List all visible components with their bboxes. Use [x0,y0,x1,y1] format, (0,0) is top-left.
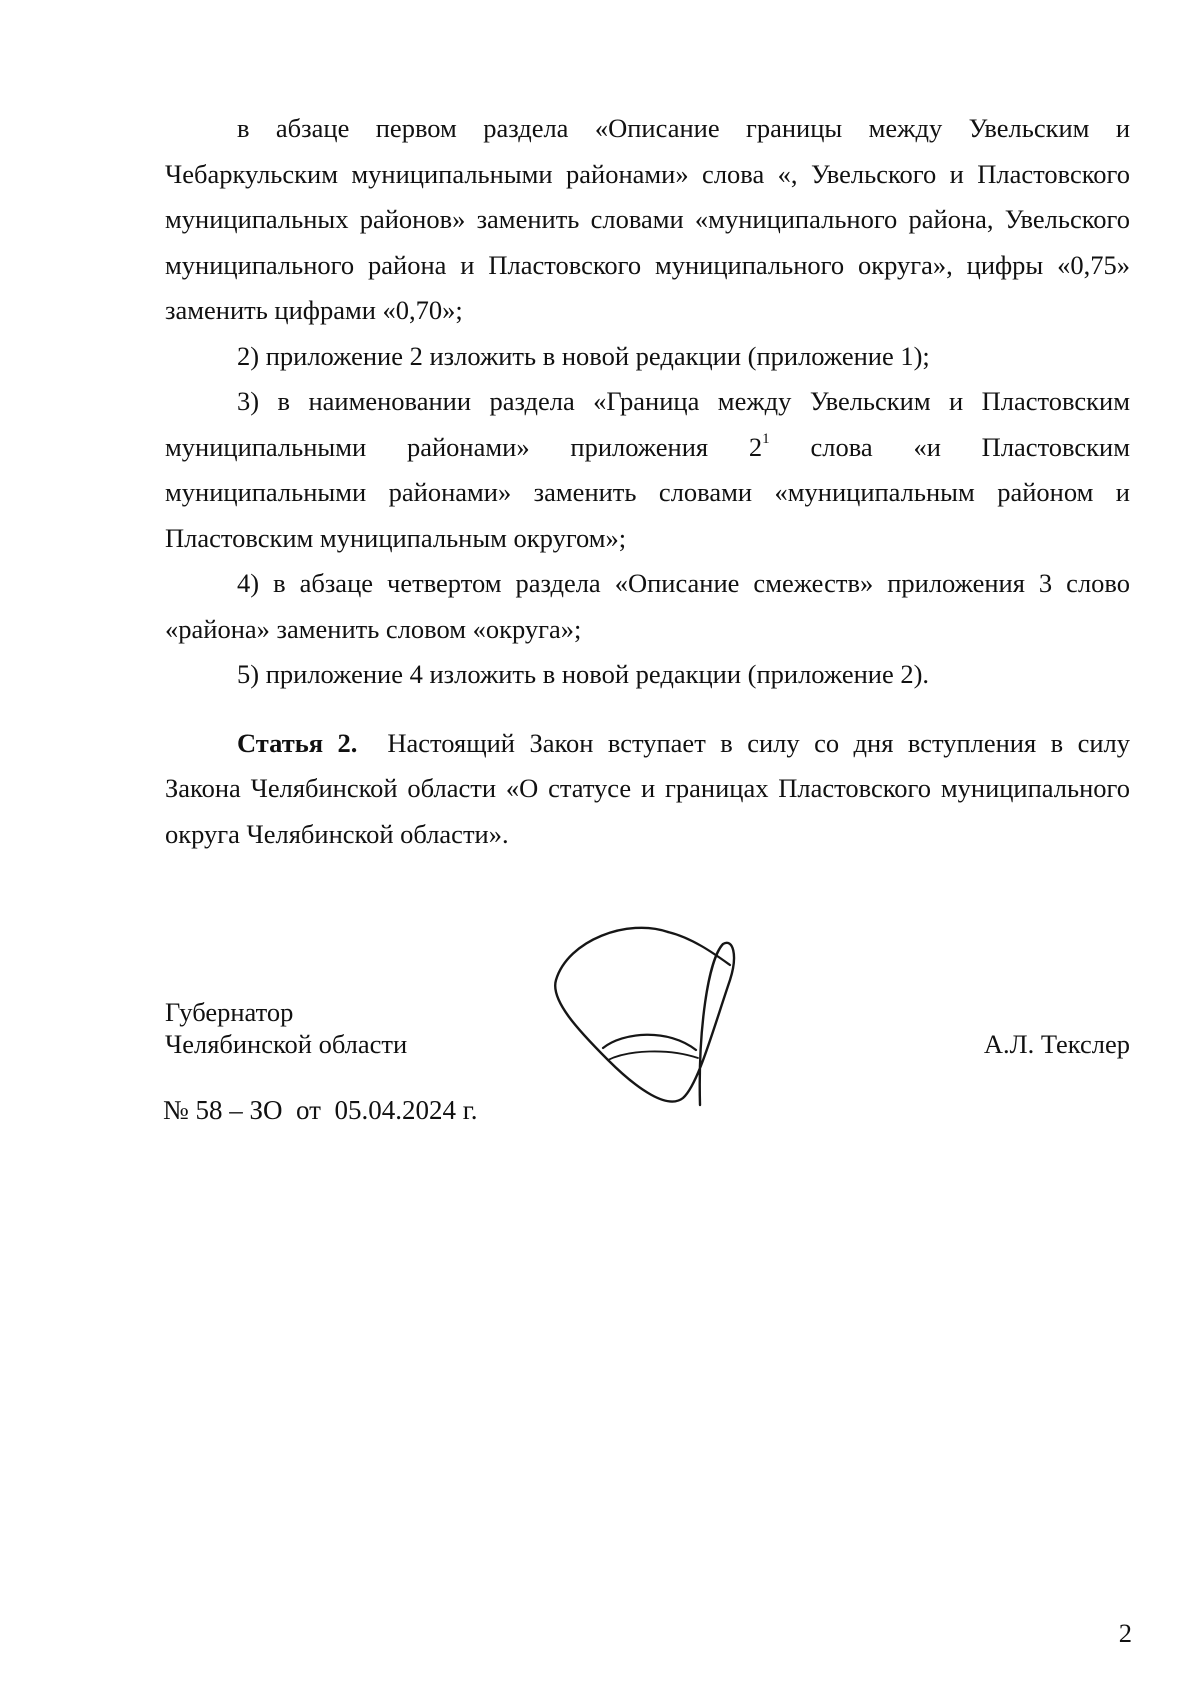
article-text: Настоящий Закон вступает в силу со дня вступления в силу Закона Челябинской области «О статусе и границах Пластовского муниципального округа Челябинской области». [165,727,1130,849]
superscript-one: 1 [762,430,770,447]
document-body [165,106,1130,857]
paragraph-item-3 [165,379,1130,561]
signer-title-line1: Губернатор [165,997,294,1027]
article-2 [165,721,1130,858]
law-number-date: № 58 – ЗО от 05.04.2024 г. [163,1095,478,1125]
signer-name: А.Л. Текслер [983,1029,1130,1059]
handwritten-signature [548,920,758,1120]
paragraph-item-3-before: 3) в наименовании раздела «Граница между Увельским и Пластовским муниципальными районами» приложения 2 [165,386,1130,462]
article-heading: Статья 2. [237,727,358,758]
paragraph-item-4: 4) в абзаце четвертом раздела «Описание смежеств» приложения 3 слово «района» заменить словом «округа»; [165,568,1130,644]
paragraph-item-2: 2) приложение 2 изложить в новой редакции (приложение 1); [237,340,930,371]
signer-title [165,996,407,1060]
page-number: 2 [1118,1618,1132,1648]
paragraph-item-3-after: слова «и Пластовским муниципальными районами» заменить словами «муниципальным районом и Пластовским муниципальным округом»; [165,431,1130,553]
paragraph-abzac-first: в абзаце первом раздела «Описание границы между Увельским и Чебаркульским муниципальными районами» слова «, Увельского и Пластовского муниципальных районов» заменить словами «муниципального района, Увельского муниципального района и Пластовского муниципального округа», цифры «0,75» заменить цифрами «0,70»; [165,113,1130,325]
signer-title-line2: Челябинской области [165,1029,408,1059]
paragraph-item-5: 5) приложение 4 изложить в новой редакции (приложение 2). [237,659,930,689]
